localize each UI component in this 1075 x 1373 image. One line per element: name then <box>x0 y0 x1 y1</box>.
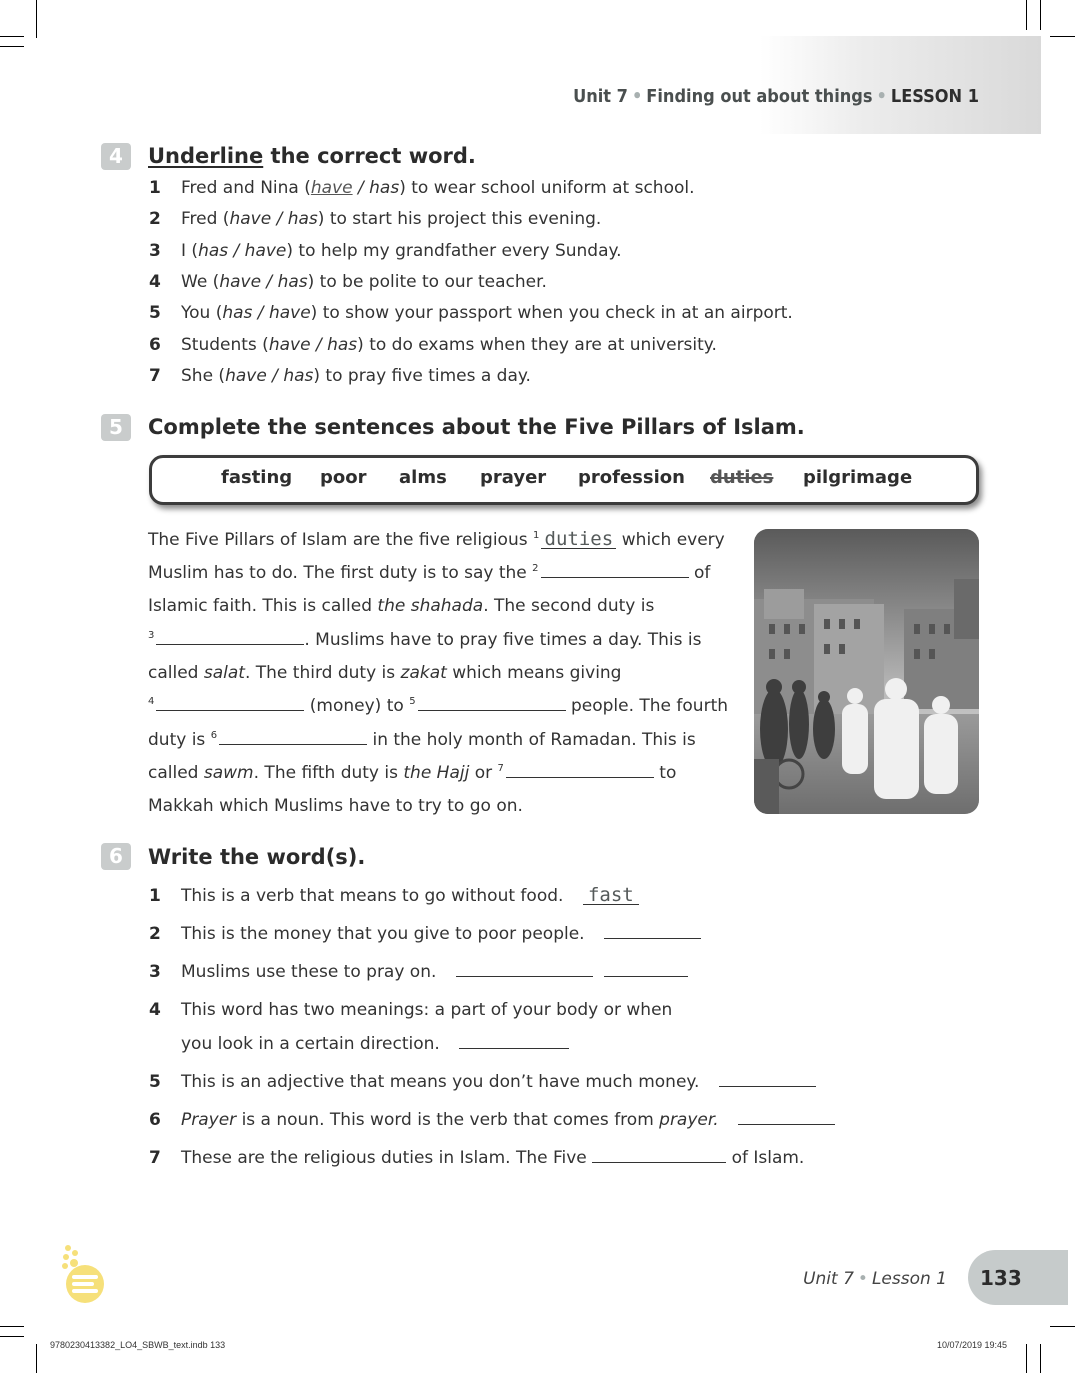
publisher-logo-icon <box>58 1244 108 1306</box>
page-number: 133 <box>980 1266 1022 1290</box>
word-pilgrimage: pilgrimage <box>803 467 913 488</box>
option-have[interactable]: have <box>229 209 272 229</box>
option-have[interactable]: have <box>268 303 311 323</box>
ex4-item: 3 I (has / have) to help my grandfather every Sunday. <box>149 241 622 261</box>
answer-field[interactable] <box>459 1034 569 1049</box>
crop-mark <box>1026 0 1027 30</box>
exercise-4-number: 4 <box>101 143 131 170</box>
crop-mark <box>0 46 24 47</box>
exercise-5-title: Complete the sentences about the Five Pillars of Islam. <box>148 415 805 439</box>
bullet-icon: • <box>876 86 887 107</box>
passage-line: called sawm. The fifth duty is the Hajj or $^7$ to <box>148 763 677 783</box>
answer-blank-5[interactable] <box>418 696 566 711</box>
word-profession: profession <box>578 467 685 488</box>
option-have[interactable]: have <box>310 178 353 198</box>
word-box <box>149 455 979 505</box>
answer-blank-4[interactable] <box>156 696 304 711</box>
word-poor: poor <box>320 467 367 488</box>
option-have[interactable]: have <box>225 366 267 386</box>
passage-line: Islamic faith. This is called the shahada. The second duty is <box>148 596 655 616</box>
crop-mark <box>0 1336 24 1337</box>
word-duties-crossed: duties <box>710 467 774 488</box>
option-has[interactable]: has <box>369 178 400 198</box>
answer-blank-2[interactable] <box>541 563 689 578</box>
crop-mark <box>36 0 37 38</box>
running-header <box>573 86 979 107</box>
crop-mark <box>1040 1344 1041 1373</box>
passage-line: $^3$ . Muslims have to pray five times a day. This is <box>148 630 702 650</box>
ex6-item: 4 This word has two meanings: a part of your body or when <box>149 1000 673 1020</box>
bullet-icon: • <box>857 1269 868 1289</box>
exercise-6-title: Write the word(s). <box>148 845 366 869</box>
passage-line: called salat. The third duty is zakat which means giving <box>148 663 622 683</box>
passage-line: The Five Pillars of Islam are the five religious $^1$ duties which every <box>148 528 725 550</box>
option-has[interactable]: has <box>222 303 253 323</box>
answer-blank-7[interactable] <box>506 763 654 778</box>
exercise-6-number: 6 <box>101 843 131 870</box>
ex4-item: 6 Students (have / has) to do exams when they are at university. <box>149 335 717 355</box>
ex4-item: 4 We (have / has) to be polite to our teacher. <box>149 272 547 292</box>
option-has[interactable]: has <box>287 209 318 229</box>
answer-blank-3[interactable] <box>156 630 304 645</box>
ex6-item: 2 This is the money that you give to poor people. <box>181 924 701 944</box>
answer-field[interactable] <box>738 1110 835 1125</box>
pilgrims-photo <box>754 529 979 814</box>
answer-blank-6[interactable] <box>219 730 367 745</box>
ex6-item: 7 These are the religious duties in Islam. The Five of Islam. <box>149 1148 805 1168</box>
header-title: Finding out about things <box>646 86 873 107</box>
option-has[interactable]: has <box>283 366 314 386</box>
option-have[interactable]: have <box>268 335 311 355</box>
header-lesson: LESSON 1 <box>890 86 979 107</box>
ex4-item: 5 You (has / have) to show your passport when you check in at an airport. <box>149 303 793 323</box>
crop-mark <box>1026 1344 1027 1373</box>
crop-mark <box>1050 1326 1075 1327</box>
crop-mark <box>0 36 24 37</box>
word-prayer: prayer <box>480 467 547 488</box>
answer-field[interactable] <box>719 1072 816 1087</box>
exercise-4-title: Underline the correct word. <box>148 144 476 168</box>
photo-illustration <box>754 529 979 814</box>
answer-blank-1[interactable]: duties <box>541 530 616 549</box>
crop-mark <box>1050 36 1075 37</box>
answer-field[interactable] <box>604 924 701 939</box>
header-unit: Unit 7 <box>573 86 628 107</box>
header-band <box>760 36 1041 134</box>
answer-field[interactable] <box>604 962 688 977</box>
ex4-item: 7 She (have / has) to pray five times a day. <box>149 366 531 386</box>
answer-field[interactable]: fast <box>583 886 639 905</box>
option-have[interactable]: have <box>244 241 287 261</box>
crop-mark <box>1040 0 1041 30</box>
bullet-icon: • <box>631 86 643 107</box>
word-alms: alms <box>399 467 447 488</box>
answer-field[interactable] <box>456 962 593 977</box>
word-fasting: fasting <box>221 467 293 488</box>
ex6-item: 5 This is an adjective that means you don’t have much money. <box>181 1072 816 1092</box>
exercise-5-number: 5 <box>101 414 131 441</box>
passage-line: duty is $^6$ in the holy month of Ramadan. This is <box>148 730 696 750</box>
option-has[interactable]: has <box>327 335 358 355</box>
ex6-item-cont: you look in a certain direction. <box>181 1034 569 1054</box>
option-has[interactable]: has <box>198 241 229 261</box>
ex6-item: 6 Prayer is a noun. This word is the verb that comes from prayer. <box>181 1110 835 1130</box>
passage-line: Makkah which Muslims have to try to go on. <box>148 796 523 816</box>
ex4-item: 2 Fred (have / has) to start his project this evening. <box>149 209 602 229</box>
print-date-info: 10/07/2019 19:45 <box>937 1340 1008 1350</box>
crop-mark <box>36 1344 37 1373</box>
ex6-item: 1 This is a verb that means to go without food. fast <box>181 886 639 906</box>
ex6-item: 3 Muslims use these to pray on. <box>181 962 688 982</box>
option-have[interactable]: have <box>219 272 262 292</box>
crop-mark <box>0 1326 24 1327</box>
answer-field[interactable] <box>592 1148 726 1163</box>
passage-line: Muslim has to do. The first duty is to say the $^2$ of <box>148 563 711 583</box>
option-has[interactable]: has <box>277 272 308 292</box>
passage-line: $^4$ (money) to $^5$ people. The fourth <box>148 696 729 716</box>
footer-label: Unit 7 • Lesson 1 <box>803 1269 947 1289</box>
print-file-info: 9780230413382_LO4_SBWB_text.indb 133 <box>50 1340 226 1350</box>
ex4-item: 1 Fred and Nina (have / has) to wear school uniform at school. <box>149 178 695 198</box>
